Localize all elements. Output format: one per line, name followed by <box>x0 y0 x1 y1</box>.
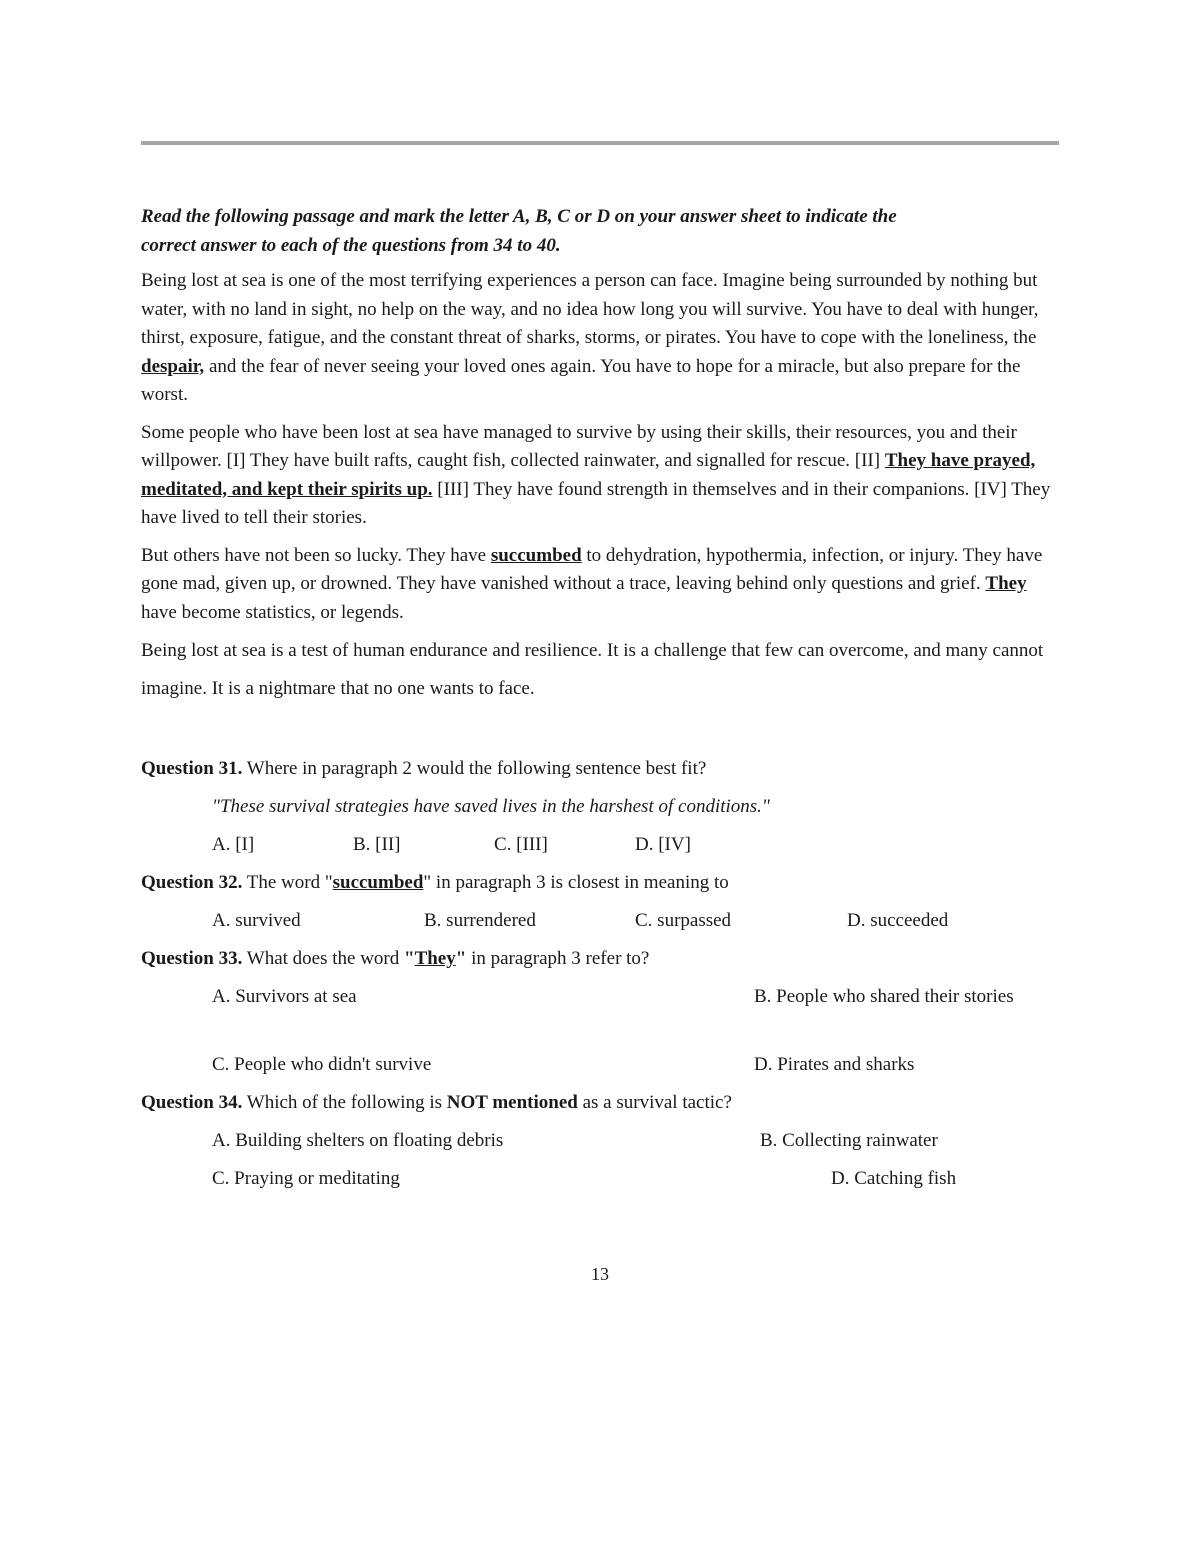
option-c[interactable]: C. surpassed <box>635 910 732 931</box>
option-a[interactable]: A. Building shelters on floating debris <box>212 1130 504 1151</box>
questions-section <box>141 753 1061 1201</box>
question-32-options <box>141 905 1061 943</box>
passage-section <box>141 203 1061 717</box>
question-number: Question 33. <box>141 948 243 969</box>
question-33-options-row-2 <box>141 1049 1061 1087</box>
paragraph-2: Some people who have been lost at sea have managed to survive by using their skills, their resources, you and their willpower. [I] They have built rafts, caught fish, collected rainwater, and signalled for rescue. [II] They have prayed, meditated, and kept their spirits up. [III] They have found strength in themselves and in their companions. [IV] They have lived to tell their stories. <box>141 421 1051 528</box>
question-33-options-row-1 <box>141 981 1061 1049</box>
underlined-sentence: They have prayed, meditated, and kept their spirits up. <box>141 450 1036 500</box>
instruction-line-1: Read the following passage and mark the letter A, B, C or D on your answer sheet to indicate the <box>141 206 897 227</box>
question-34-options-row-1 <box>141 1125 1061 1163</box>
instructions <box>141 203 1061 260</box>
question-number: Question 34. <box>141 1092 243 1113</box>
option-c[interactable]: C. People who didn't survive <box>212 1054 432 1075</box>
option-c[interactable]: C. [III] <box>494 834 548 855</box>
option-a[interactable]: A. survived <box>212 910 301 931</box>
they-word: They <box>414 948 456 969</box>
question-number: Question 32. <box>141 872 243 893</box>
page-number: 13 <box>591 1264 609 1284</box>
option-b[interactable]: B. [II] <box>353 834 401 855</box>
question-34-options-row-2 <box>141 1163 1061 1201</box>
not-mentioned-emphasis: NOT mentioned <box>446 1092 578 1113</box>
option-d[interactable]: D. succeeded <box>847 910 949 931</box>
paragraph-4: Being lost at sea is a test of human endurance and resilience. It is a challenge that few can overcome, and many cannot imagine. It is a nightmare that no one wants to face. <box>141 640 1044 699</box>
succumbed-word: succumbed <box>490 544 582 566</box>
question-31-options <box>141 829 1061 867</box>
option-d[interactable]: D. [IV] <box>635 834 691 855</box>
paragraph-1: Being lost at sea is one of the most terrifying experiences a person can face. Imagine being surrounded by nothing but water, with no land in sight, no help on the way, and no idea how long you will survive. You have to deal with hunger, thirst, exposure, fatigue, and the constant threat of sharks, storms, or pirates. You have to cope with the loneliness, the despair, and the fear of never seeing your loved ones again. You have to hope for a miracle, but also prepare for the worst. <box>141 270 1039 405</box>
question-33: Question 33. What does the word "They" in paragraph 3 refer to? <box>141 948 650 969</box>
option-c[interactable]: C. Praying or meditating <box>212 1168 400 1189</box>
option-d[interactable]: D. Pirates and sharks <box>754 1054 915 1075</box>
option-d[interactable]: D. Catching fish <box>831 1168 957 1189</box>
option-b[interactable]: B. Collecting rainwater <box>760 1130 938 1151</box>
paragraph-3: But others have not been so lucky. They have succumbed to dehydration, hypothermia, infection, or injury. They have gone mad, given up, or drowned. They have vanished without a trace, leaving behind only questions and grief. They have become statistics, or legends. <box>141 544 1043 623</box>
instruction-line-2: correct answer to each of the questions from 34 to 40. <box>141 234 561 256</box>
they-word: They <box>985 573 1027 594</box>
option-a[interactable]: A. Survivors at sea <box>212 986 357 1007</box>
question-34: Question 34. Which of the following is NOT mentioned as a survival tactic? <box>141 1092 732 1113</box>
option-a[interactable]: A. [I] <box>212 834 255 855</box>
question-number: Question 31. <box>141 758 243 779</box>
option-b[interactable]: B. surrendered <box>424 910 536 931</box>
question-32: Question 32. The word "succumbed" in paragraph 3 is closest in meaning to <box>141 872 729 893</box>
despair-word: despair, <box>141 355 205 377</box>
header-rule <box>141 141 1059 145</box>
succumbed-word: succumbed <box>332 872 424 893</box>
question-31: Question 31. Where in paragraph 2 would the following sentence best fit? <box>141 758 707 779</box>
question-31-quote: "These survival strategies have saved lives in the harshest of conditions." <box>212 796 770 817</box>
option-b[interactable]: B. People who shared their stories <box>754 986 1014 1007</box>
